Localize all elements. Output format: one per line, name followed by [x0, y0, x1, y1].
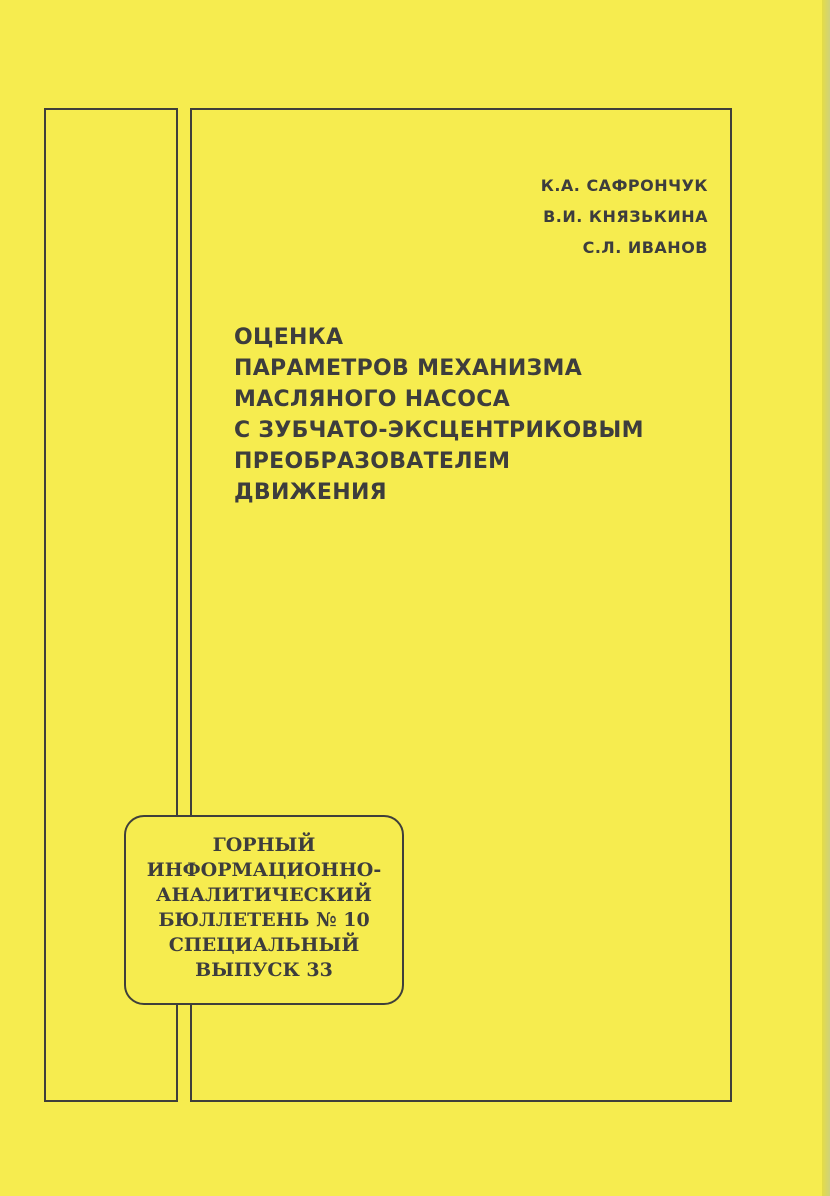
author-name: С.Л. ИВАНОВ: [582, 238, 708, 257]
title-line: МАСЛЯНОГО НАСОСА: [234, 387, 511, 412]
series-line: БЮЛЛЕТЕНЬ № 10: [158, 909, 370, 931]
title-line: С ЗУБЧАТО-ЭКСЦЕНТРИКОВЫМ: [234, 418, 644, 443]
book-title: [234, 322, 714, 508]
series-line: ГОРНЫЙ: [212, 834, 316, 856]
series-line: ИНФОРМАЦИОННО-: [146, 859, 382, 881]
cover-edge: [822, 0, 830, 1196]
series-line: АНАЛИТИЧЕСКИЙ: [156, 884, 372, 906]
author-name: К.А. САФРОНЧУК: [540, 176, 708, 195]
authors-block: [541, 170, 708, 263]
title-line: ПАРАМЕТРОВ МЕХАНИЗМА: [234, 356, 583, 381]
series-line: ВЫПУСК 33: [195, 959, 333, 981]
title-line: ОЦЕНКА: [234, 325, 344, 350]
title-line: ДВИЖЕНИЯ: [234, 480, 387, 505]
series-line: СПЕЦИАЛЬНЫЙ: [168, 934, 360, 956]
series-box: [124, 815, 404, 1005]
title-line: ПРЕОБРАЗОВАТЕЛЕМ: [234, 449, 511, 474]
author-name: В.И. КНЯЗЬКИНА: [543, 207, 708, 226]
